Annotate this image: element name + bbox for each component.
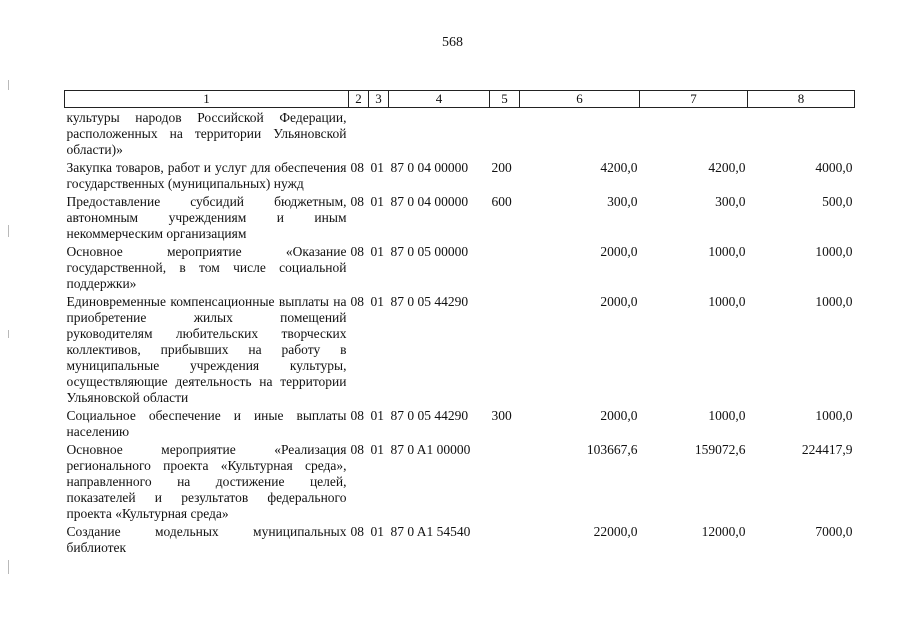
cell-expense-type: 600 [491, 194, 512, 209]
row-name: Предоставление субсидий бюджетным, автономным учреждениям и иным некоммерческим организациям [66, 194, 347, 241]
header-cell: 7 [640, 91, 748, 108]
cell-year2: 1000,0 [708, 408, 746, 423]
header-cell: 6 [520, 91, 640, 108]
cell-year2: 12000,0 [701, 524, 746, 539]
cell-section: 08 [350, 194, 364, 209]
cell-expense-type [490, 292, 520, 406]
cell-section: 08 [350, 160, 364, 175]
scan-mark [8, 330, 9, 338]
page-number: 568 [442, 35, 463, 50]
row-name: Создание модельных муниципальных библиотек [66, 524, 347, 555]
table-row [65, 440, 855, 522]
budget-table [64, 90, 855, 556]
cell-year1: 103667,6 [586, 442, 638, 457]
cell-section: 08 [350, 244, 364, 259]
cell-year2: 1000,0 [708, 244, 746, 259]
cell-year2 [640, 108, 748, 159]
cell-subsection: 01 [370, 194, 384, 209]
cell-expense-type [490, 440, 520, 522]
header-row [65, 91, 855, 108]
cell-target-code: 87 0 A1 00000 [390, 442, 471, 457]
cell-year2: 159072,6 [694, 442, 746, 457]
table-row [65, 108, 855, 159]
scan-mark [8, 560, 9, 574]
cell-subsection: 01 [370, 524, 384, 539]
cell-target-code: 87 0 05 44290 [390, 408, 469, 423]
cell-year3: 7000,0 [815, 524, 853, 539]
table-row [65, 522, 855, 556]
header-cell: 2 [349, 91, 369, 108]
header-cell: 3 [369, 91, 389, 108]
header-cell: 8 [748, 91, 855, 108]
cell-year3: 500,0 [822, 194, 853, 209]
header-cell: 1 [65, 91, 349, 108]
cell-subsection: 01 [370, 160, 384, 175]
header-cell: 5 [490, 91, 520, 108]
scan-mark [8, 80, 9, 90]
cell-year3: 1000,0 [815, 244, 853, 259]
cell-year1 [520, 108, 640, 159]
cell-year1: 300,0 [607, 194, 638, 209]
row-name: Социальное обеспечение и иные выплаты населению [66, 408, 347, 439]
cell-target-code: 87 0 A1 54540 [390, 524, 471, 539]
cell-year1: 2000,0 [600, 408, 638, 423]
cell-target-code [389, 108, 490, 159]
cell-year1: 4200,0 [600, 160, 638, 175]
cell-expense-type: 200 [491, 160, 512, 175]
table-row [65, 242, 855, 292]
scan-mark [8, 225, 9, 237]
cell-year2: 300,0 [715, 194, 746, 209]
row-name: Единовременные компенсационные выплаты на приобретение жилых помещений руководителям любительских творческих коллективов, прибывших на работу в муниципальные учреждения культуры, осуществляющие деятельность на территории Ульяновской области [66, 294, 347, 405]
cell-target-code: 87 0 04 00000 [390, 160, 469, 175]
cell-target-code: 87 0 05 00000 [390, 244, 469, 259]
cell-expense-type [490, 522, 520, 556]
cell-subsection: 01 [370, 408, 384, 423]
cell-target-code: 87 0 05 44290 [390, 294, 469, 309]
cell-year3: 1000,0 [815, 408, 853, 423]
cell-year1: 2000,0 [600, 244, 638, 259]
table-row [65, 292, 855, 406]
row-name: Основное мероприятие «Оказание государственной, в том числе социальной поддержки» [66, 244, 347, 291]
cell-expense-type [490, 108, 520, 159]
cell-expense-type [490, 242, 520, 292]
row-name: культуры народов Российской Федерации, расположенных на территории Ульяновской области)» [66, 110, 347, 157]
cell-year3 [748, 108, 855, 159]
table-row [65, 158, 855, 192]
cell-subsection: 01 [370, 244, 384, 259]
cell-section: 08 [350, 442, 364, 457]
cell-year2: 4200,0 [708, 160, 746, 175]
cell-target-code: 87 0 04 00000 [390, 194, 469, 209]
cell-subsection [369, 108, 389, 159]
header-cell: 4 [389, 91, 490, 108]
cell-year1: 22000,0 [593, 524, 638, 539]
cell-expense-type: 300 [491, 408, 512, 423]
row-name: Основное мероприятие «Реализация регионального проекта «Культурная среда», направленного на достижение целей, показателей и результатов федерального проекта «Культурная среда» [66, 442, 347, 521]
table-row [65, 192, 855, 242]
cell-section [349, 108, 369, 159]
cell-subsection: 01 [370, 442, 384, 457]
table-row [65, 406, 855, 440]
cell-section: 08 [350, 524, 364, 539]
cell-year3: 1000,0 [815, 294, 853, 309]
cell-section: 08 [350, 294, 364, 309]
cell-year1: 2000,0 [600, 294, 638, 309]
cell-year3: 4000,0 [815, 160, 853, 175]
cell-year2: 1000,0 [708, 294, 746, 309]
row-name: Закупка товаров, работ и услуг для обеспечения государственных (муниципальных) нужд [66, 160, 347, 191]
cell-section: 08 [350, 408, 364, 423]
cell-subsection: 01 [370, 294, 384, 309]
cell-year3: 224417,9 [801, 442, 853, 457]
